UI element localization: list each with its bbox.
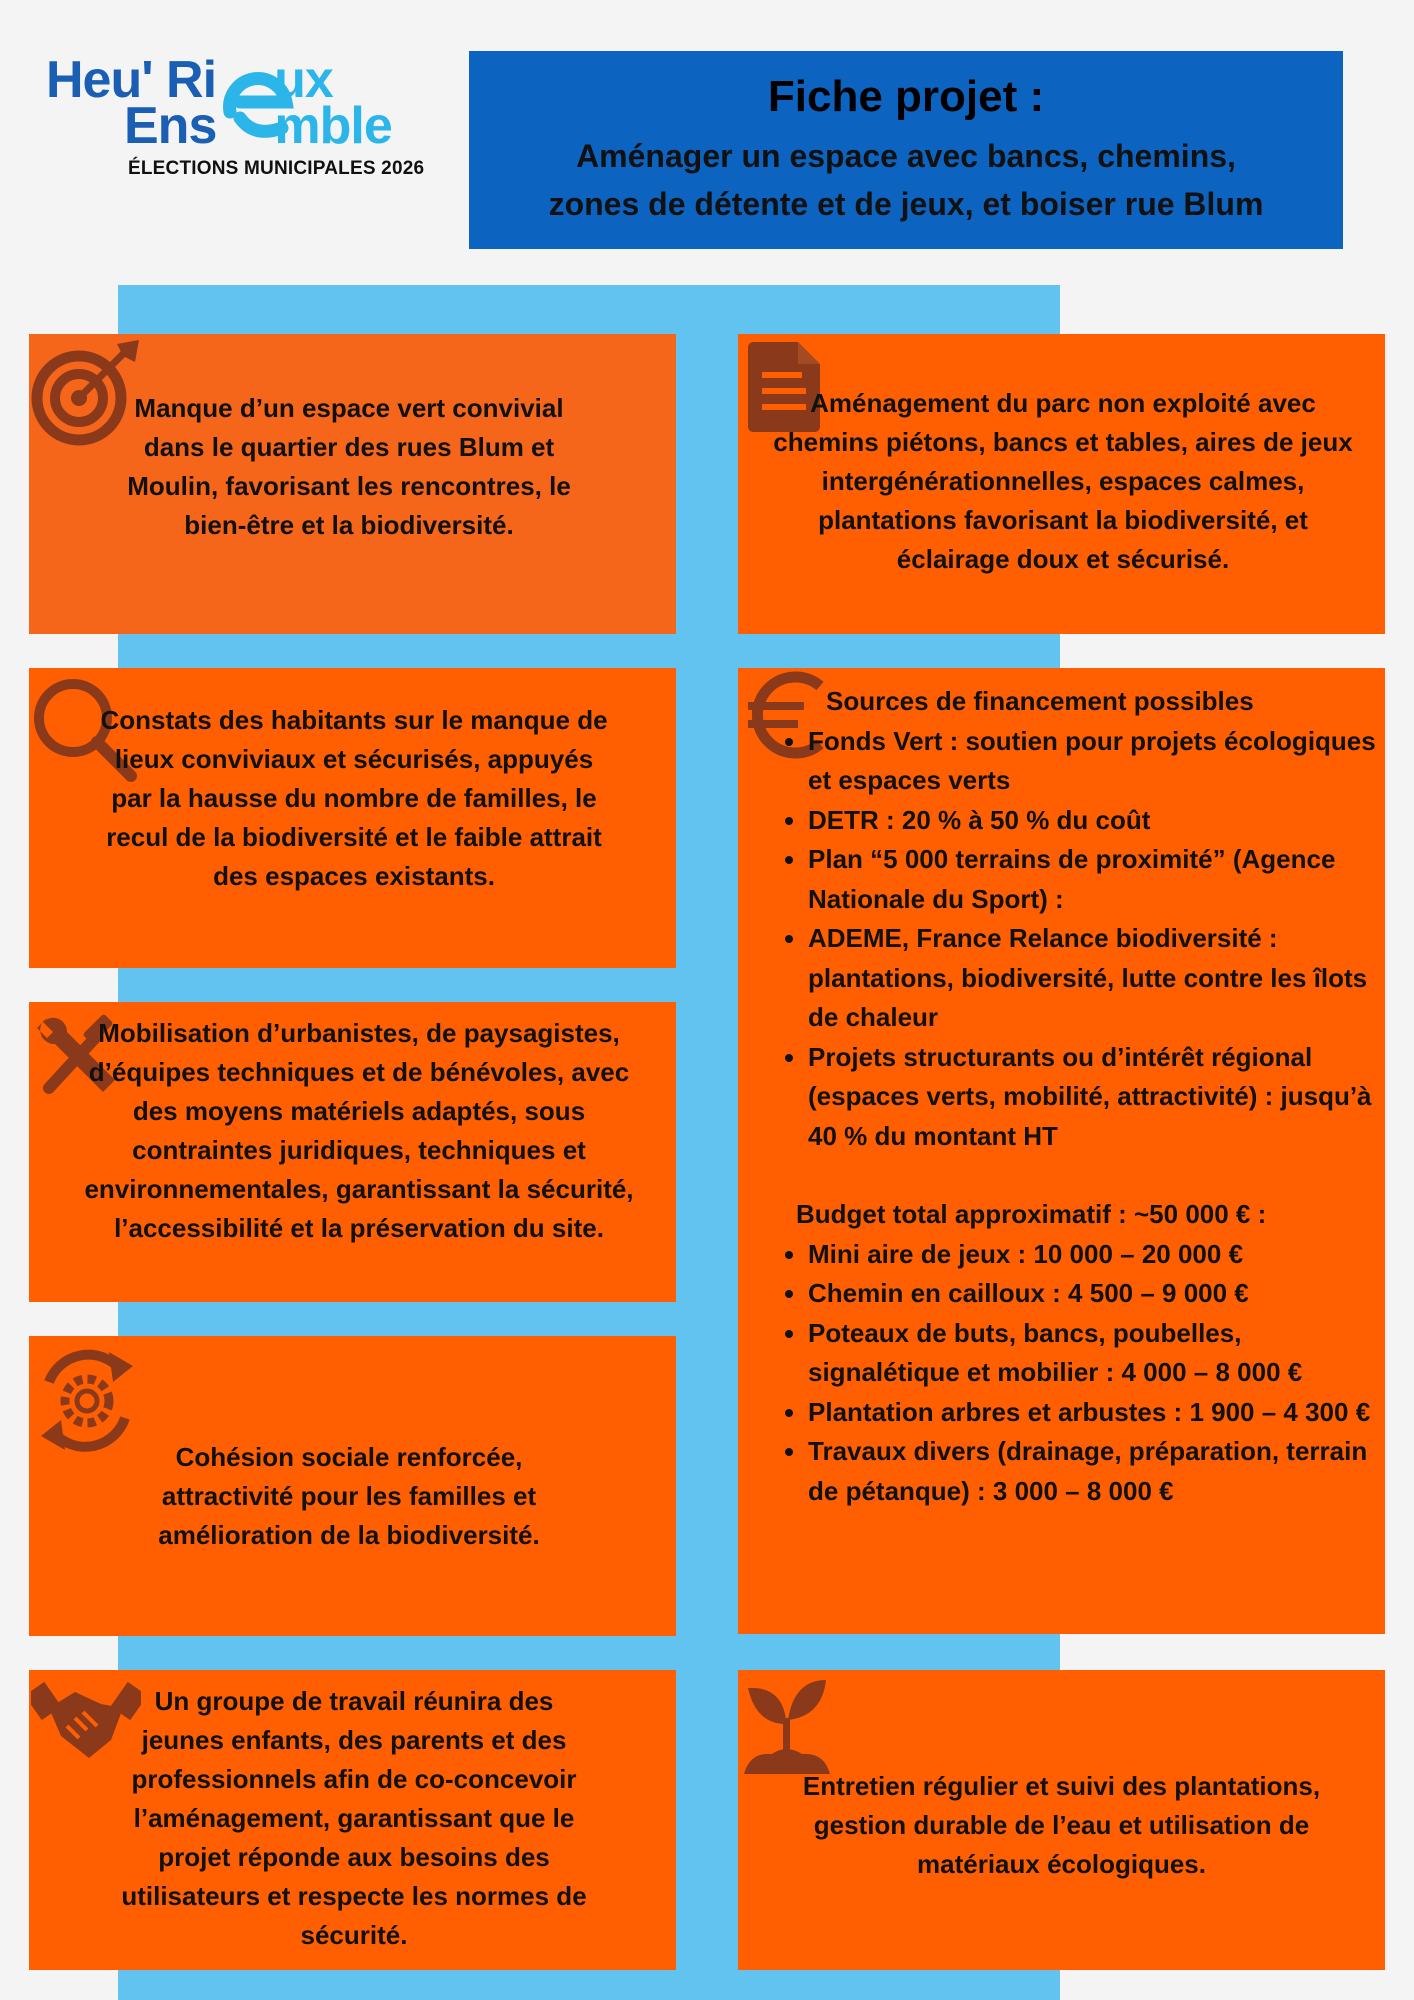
list-item: • ADEME, France Relance biodiversité : plantations, biodiversité, lutte contre les îlots de chaleur <box>808 919 1376 1038</box>
budget-items-list <box>756 1235 1376 1512</box>
list-item: • Fonds Vert : soutien pour projets écologiques et espaces verts <box>808 722 1376 801</box>
list-item: • Projets structurants ou d’intérêt régional (espaces verts, mobilité, attractivité) : jusqu’à 40 % du montant HT <box>808 1038 1376 1157</box>
title-box <box>469 51 1343 249</box>
logo <box>40 48 425 188</box>
logo-e-icon <box>218 54 298 154</box>
logo-line-2: Ens mble <box>124 97 392 155</box>
list-item: • Poteaux de buts, bancs, poubelles, signalétique et mobilier : 4 000 – 8 000 € <box>808 1314 1376 1393</box>
list-item: • Chemin en cailloux : 4 500 – 9 000 € <box>808 1274 1376 1314</box>
list-item: • Plantation arbres et arbustes : 1 900 – 4 300 € <box>808 1393 1376 1433</box>
sprout-icon <box>742 1674 832 1778</box>
card-resources-text: Mobilisation d’urbanistes, de paysagistes, d’équipes techniques et de bénévoles, avec des moyens matériels adaptés, sous contraintes juridiques, techniques et environnementales, garantissant la sécurité, l’accessibilité et la préservation du site. <box>84 1018 634 1243</box>
card-problem <box>29 334 676 634</box>
list-item: • DETR : 20 % à 50 % du coût <box>808 801 1376 841</box>
card-description <box>738 334 1385 634</box>
logo-line-1: Heu' Ri ux <box>46 51 333 109</box>
budget-heading: Budget total approximatif : ~50 000 € : <box>796 1199 1267 1229</box>
card-maintenance-text: Entretien régulier et suivi des plantations, gestion durable de l’eau et utilisation de matériaux écologiques. <box>802 1771 1321 1879</box>
logo-subtitle: ÉLECTIONS MUNICIPALES 2026 <box>128 158 425 179</box>
card-description-text: Aménagement du parc non exploité avec chemins piétons, bancs et tables, aires de jeux intergénérationnelles, espaces calmes, plantations favorisant la biodiversité, et éclairage doux et sécurisé. <box>773 388 1353 574</box>
list-item: • Mini aire de jeux : 10 000 – 20 000 € <box>808 1235 1376 1275</box>
page-subtitle: Aménager un espace avec bancs, chemins, zones de détente et de jeux, et boiser rue Blum <box>548 138 1264 222</box>
card-findings-text: Constats des habitants sur le manque de lieux conviviaux et sécurisés, appuyés par la hausse du nombre de familles, le recul de la biodiversité et le faible attrait des espaces existants. <box>100 705 608 891</box>
card-participation <box>29 1670 676 1970</box>
card-impact <box>29 1336 676 1636</box>
funding-heading: Sources de financement possibles <box>826 686 1254 716</box>
card-maintenance <box>738 1670 1385 1970</box>
card-impact-text: Cohésion sociale renforcée, attractivité pour les familles et amélioration de la biodiversité. <box>158 1442 540 1550</box>
page-title: Fiche projet : <box>767 72 1045 121</box>
funding-content <box>756 682 1376 1511</box>
card-resources <box>29 1002 676 1302</box>
list-item: • Travaux divers (drainage, préparation, terrain de pétanque) : 3 000 – 8 000 € <box>808 1432 1376 1511</box>
card-problem-text: Manque d’un espace vert convivial dans le quartier des rues Blum et Moulin, favorisant les rencontres, le bien-être et la biodiversité. <box>127 393 571 540</box>
card-findings <box>29 668 676 968</box>
gear-cycle-icon <box>29 1338 145 1464</box>
list-item: • Plan “5 000 terrains de proximité” (Agence Nationale du Sport) : <box>808 840 1376 919</box>
card-participation-text: Un groupe de travail réunira des jeunes enfants, des parents et des professionnels afin de co-concevoir l’aménagement, garantissant que le projet réponde aux besoins des utilisateurs et respecte les normes de sécurité. <box>121 1686 587 1950</box>
card-funding <box>738 668 1385 1634</box>
funding-sources-list <box>756 722 1376 1157</box>
